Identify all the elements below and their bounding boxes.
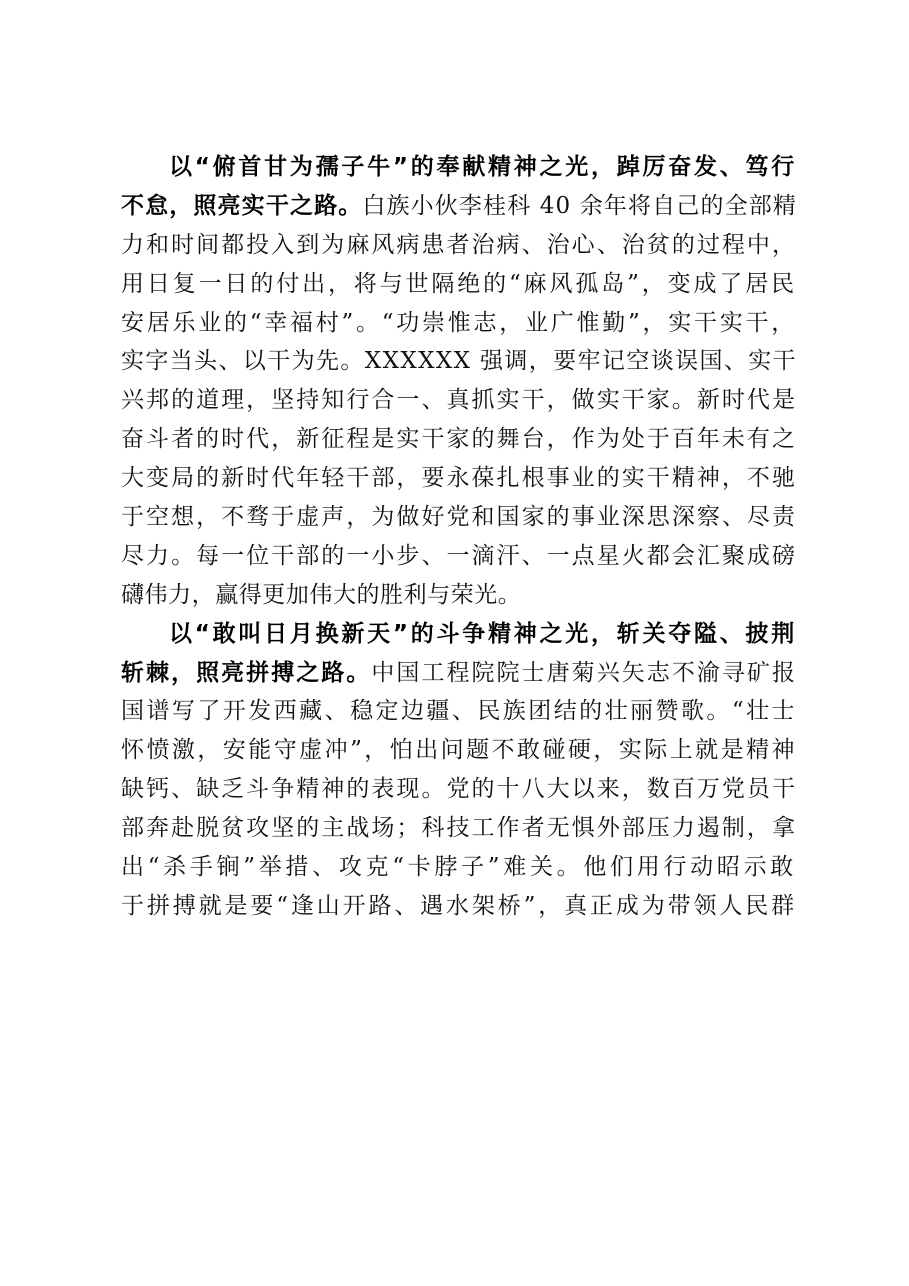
body-text: 奋斗者的时代，新征程是实干家的舞台，作为处于百年未有之 [121, 426, 797, 453]
body-text: 安居乐业的“幸福村”。“功崇惟志，业广惟勤”，实干实干， [121, 309, 798, 336]
body-text: 出“杀手锏”举措、攻克“卡脖子”难关。他们用行动昭示敢 [121, 854, 797, 881]
body-text: 白族小伙李桂科 40 余年将自己的全部精 [362, 192, 798, 219]
text-line [121, 420, 797, 459]
body-text: 于拼搏就是要“逢山开路、遇水架桥”，真正成为带领人民群 [121, 892, 797, 919]
body-text: 用日复一日的付出，将与世隔绝的“麻风孤岛”，变成了居民 [121, 270, 797, 297]
body-text: 国谱写了开发西藏、稳定边疆、民族团结的壮丽赞歌。“壮士 [121, 698, 797, 725]
bold-heading-text: 以“俯首甘为孺子牛”的奉献精神之光，踔厉奋发、笃行 [169, 154, 798, 180]
body-text: 缺钙、缺乏斗争精神的表现。党的十八大以来，数百万党员干 [121, 776, 797, 803]
text-line [121, 148, 797, 187]
body-text: 大变局的新时代年轻干部，要永葆扎根事业的实干精神，不驰 [121, 465, 797, 492]
paragraph [121, 148, 797, 615]
text-line [121, 770, 797, 809]
body-text: 尽力。每一位干部的一小步、一滴汗、一点星火都会汇聚成磅 [121, 542, 797, 569]
text-line [121, 226, 797, 265]
text-line [121, 187, 797, 226]
text-line [121, 265, 797, 304]
text-line [121, 304, 797, 343]
text-line [121, 887, 797, 926]
body-text: 实字当头、以干为先。XXXXXX 强调，要牢记空谈误国、实干 [121, 348, 797, 375]
body-text: 怀愤激，安能守虚冲”，怕出问题不敢碰硬，实际上就是精神 [121, 737, 797, 764]
text-line [121, 459, 797, 498]
text-line [121, 848, 797, 887]
text-line [121, 731, 797, 770]
bold-heading-text: 以“敢叫日月换新天”的斗争精神之光，斩关夺隘、披荆 [169, 620, 798, 647]
body-text: 礴伟力，赢得更加伟大的胜利与荣光。 [121, 581, 522, 608]
body-text: 中国工程院院士唐菊兴矢志不渝寻矿报 [371, 659, 798, 686]
text-line [121, 576, 797, 615]
text-line [121, 537, 797, 576]
body-text: 部奔赴脱贫攻坚的主战场；科技工作者无惧外部压力遏制，拿 [121, 815, 797, 842]
body-text: 力和时间都投入到为麻风病患者治病、治心、治贫的过程中， [121, 231, 797, 258]
text-line [121, 692, 797, 731]
bold-heading-text: 斩棘，照亮拼搏之路。 [121, 659, 372, 686]
text-line [121, 615, 797, 654]
text-line [121, 498, 797, 537]
bold-heading-text: 不怠，照亮实干之路。 [121, 192, 363, 219]
text-line [121, 654, 797, 693]
paragraph [121, 615, 797, 926]
text-line [121, 381, 797, 420]
text-line [121, 342, 797, 381]
document-body [121, 148, 797, 926]
body-text: 于空想，不骛于虚声，为做好党和国家的事业深思深察、尽责 [121, 504, 797, 531]
text-line [121, 809, 797, 848]
body-text: 兴邦的道理，坚持知行合一、真抓实干，做实干家。新时代是 [121, 387, 797, 414]
